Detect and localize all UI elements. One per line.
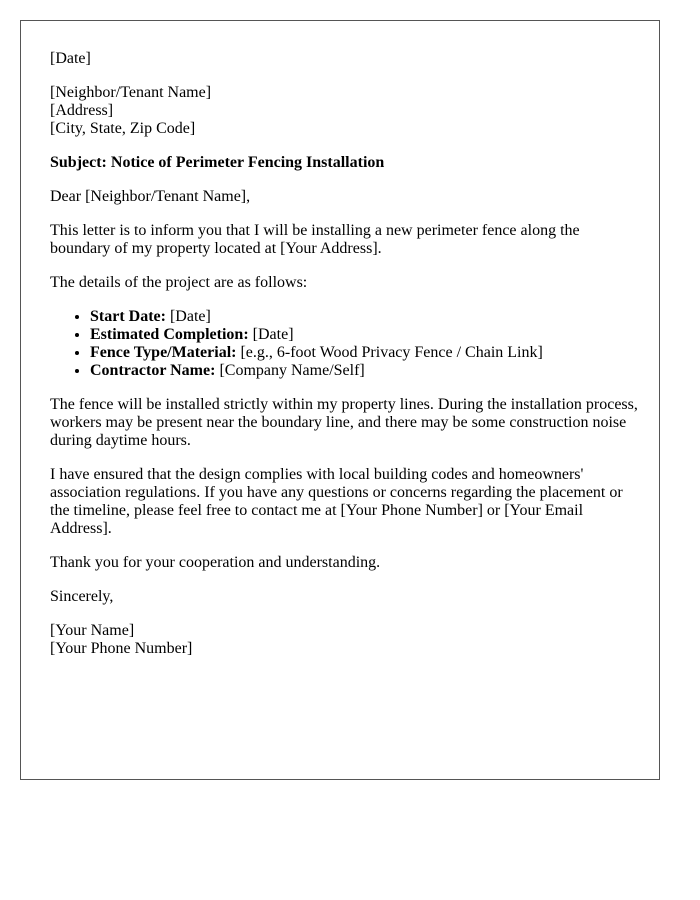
detail-label: Fence Type/Material: xyxy=(90,344,237,361)
detail-value: [Date] xyxy=(165,308,211,325)
installation-paragraph: The fence will be installed strictly within my property lines. During the installation process, workers may be present near the boundary line, and there may be some construction noise during daytime hours. xyxy=(50,396,638,449)
letter-subject: Subject: Notice of Perimeter Fencing Installation xyxy=(50,154,385,171)
salutation: Dear [Neighbor/Tenant Name], xyxy=(50,188,251,205)
detail-label: Estimated Completion: xyxy=(90,326,249,343)
letter-page xyxy=(20,20,660,780)
closing-line: Sincerely, xyxy=(50,588,114,605)
letter-date: [Date] xyxy=(50,50,91,67)
sender-phone: [Your Phone Number] xyxy=(50,640,193,657)
detail-start-date xyxy=(90,308,640,326)
detail-value: [e.g., 6-foot Wood Privacy Fence / Chain Link] xyxy=(236,344,543,361)
recipient-name: [Neighbor/Tenant Name] xyxy=(50,84,212,101)
project-details-list xyxy=(50,308,640,380)
detail-estimated-completion xyxy=(90,326,640,344)
detail-label: Start Date: xyxy=(90,308,166,325)
detail-fence-type xyxy=(90,344,640,362)
intro-paragraph: This letter is to inform you that I will be installing a new perimeter fence along the boundary of my property located at [Your Address]. xyxy=(50,222,580,257)
detail-value: [Date] xyxy=(248,326,294,343)
details-intro: The details of the project are as follows: xyxy=(50,274,308,291)
signature-block xyxy=(50,622,640,658)
recipient-city-line: [City, State, Zip Code] xyxy=(50,120,196,137)
recipient-address: [Address] xyxy=(50,102,114,119)
letter-body xyxy=(50,50,640,674)
compliance-paragraph: I have ensured that the design complies with local building codes and homeowners' association regulations. If you have any questions or concerns regarding the placement or the timeline, please feel free to contact me at [Your Phone Number] or [Your Email Address]. xyxy=(50,466,623,537)
detail-contractor-name xyxy=(90,362,640,380)
recipient-block xyxy=(50,84,640,138)
detail-value: [Company Name/Self] xyxy=(215,362,365,379)
sender-name: [Your Name] xyxy=(50,622,135,639)
detail-label: Contractor Name: xyxy=(90,362,216,379)
thanks-line: Thank you for your cooperation and understanding. xyxy=(50,554,381,571)
